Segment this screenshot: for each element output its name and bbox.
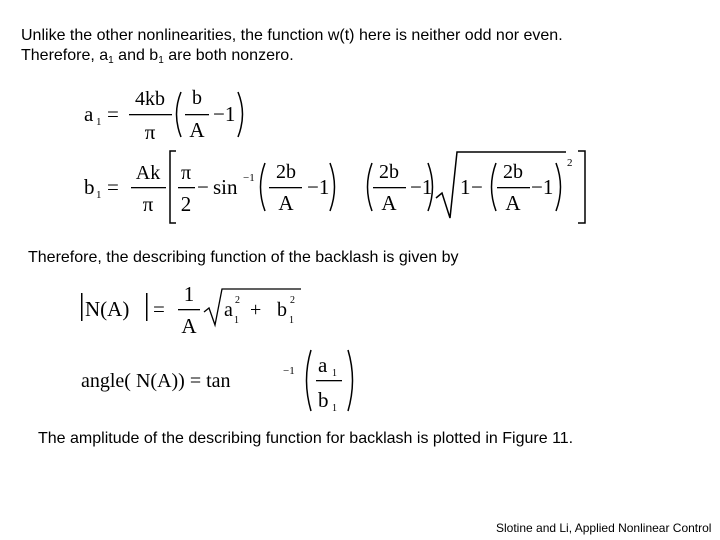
equation-a1	[84, 87, 243, 144]
b1-left-bracket	[170, 151, 176, 223]
N-a: a	[224, 299, 233, 321]
subscript: 1	[158, 55, 164, 66]
a1-denominator: π	[144, 120, 156, 144]
angle-fraction-bar	[316, 380, 342, 381]
b1-sin-inverse: −1	[243, 172, 255, 184]
b1-frac3-bar	[497, 187, 530, 188]
b1-frac1-bar	[269, 187, 302, 188]
b1-frac1-minus-one: −1	[307, 175, 330, 199]
b1-pi-denominator: 2	[180, 192, 192, 216]
b1-frac2-denominator: A	[381, 191, 397, 215]
a1-inner-denominator: A	[189, 118, 205, 142]
b1-frac2-numerator: 2b	[379, 161, 399, 183]
b1-pi-numerator: π	[180, 162, 192, 184]
b1-sqrt-one: 1	[460, 175, 471, 199]
angle-denominator: b	[318, 388, 329, 412]
a1-left-paren	[177, 92, 182, 137]
N-lhs: N(A)	[85, 297, 130, 321]
b1-pi-fraction-bar	[178, 187, 195, 188]
footer-citation: Slotine and Li, Applied Nonlinear Control	[496, 521, 712, 535]
b1-fraction-bar	[131, 187, 166, 188]
a1-lhs: a	[84, 102, 94, 126]
equation-N-magnitude	[81, 282, 301, 338]
angle-numerator-sub: 1	[332, 368, 337, 379]
intro-text: are both nonzero.	[163, 47, 294, 64]
angle-tan-inverse: −1	[283, 365, 295, 377]
b1-paren-1-right	[330, 163, 335, 211]
a1-inner-fraction-bar	[185, 114, 209, 115]
b1-equals: =	[107, 175, 119, 199]
describing-function-text: Therefore, the describing function of the backlash is given by	[28, 249, 459, 266]
N-equals: =	[153, 297, 165, 321]
N-a-square: 2	[235, 295, 240, 306]
N-plus: +	[250, 299, 262, 321]
b1-frac1-numerator: 2b	[276, 161, 296, 183]
angle-lhs: angle( N(A)) = tan	[81, 370, 231, 392]
equation-angle	[81, 350, 353, 414]
b1-frac2-bar	[373, 187, 406, 188]
subscript: 1	[108, 55, 114, 66]
b1-frac3-numerator: 2b	[503, 161, 523, 183]
b1-paren-3-left	[492, 163, 497, 211]
N-numerator: 1	[183, 282, 195, 306]
a1-fraction-bar	[129, 114, 172, 115]
b1-paren-3-right	[556, 163, 561, 211]
b1-paren-1-left	[261, 163, 266, 211]
a1-right-paren	[238, 92, 243, 137]
angle-denominator-sub: 1	[332, 403, 337, 414]
b1-frac3-denominator: A	[505, 191, 521, 215]
N-fraction-bar	[178, 309, 200, 310]
equation-b1	[84, 151, 585, 223]
b1-sin: sin	[213, 175, 238, 199]
intro-text: Therefore, a	[21, 47, 109, 64]
a1-equals: =	[107, 102, 119, 126]
b1-sqrt-minus: −	[471, 175, 483, 199]
angle-numerator: a	[318, 353, 328, 377]
abs-bar-left	[81, 293, 83, 321]
b1-denominator: π	[142, 192, 154, 216]
b1-minus: −	[197, 175, 209, 199]
a1-inner-numerator: b	[192, 87, 202, 109]
a1-lhs-sub: 1	[96, 116, 102, 128]
b1-lhs: b	[84, 175, 95, 199]
b1-square-exponent: 2	[567, 157, 573, 169]
amplitude-plot-text: The amplitude of the describing function for backlash is plotted in Figure 11.	[38, 430, 574, 447]
N-b-sub: 1	[289, 315, 294, 326]
b1-paren-2-left	[368, 163, 373, 211]
abs-bar-right	[146, 293, 148, 321]
b1-frac3-minus-one: −1	[531, 175, 554, 199]
b1-lhs-sub: 1	[96, 189, 102, 201]
N-b-square: 2	[290, 295, 295, 306]
N-a-sub: 1	[234, 315, 239, 326]
intro-text: and b	[113, 47, 159, 64]
b1-right-bracket	[578, 151, 585, 223]
angle-right-paren	[348, 350, 353, 411]
b1-frac2-minus-one: −1	[410, 175, 433, 199]
intro-line-1: Unlike the other nonlinearities, the function w(t) here is neither odd nor even.	[21, 27, 563, 44]
a1-minus-one: −1	[213, 102, 236, 126]
a1-numerator: 4kb	[135, 88, 165, 110]
N-denominator: A	[181, 314, 197, 338]
angle-left-paren	[307, 350, 312, 411]
b1-numerator: Ak	[135, 162, 161, 184]
b1-frac1-denominator: A	[278, 191, 294, 215]
N-b: b	[277, 299, 287, 321]
